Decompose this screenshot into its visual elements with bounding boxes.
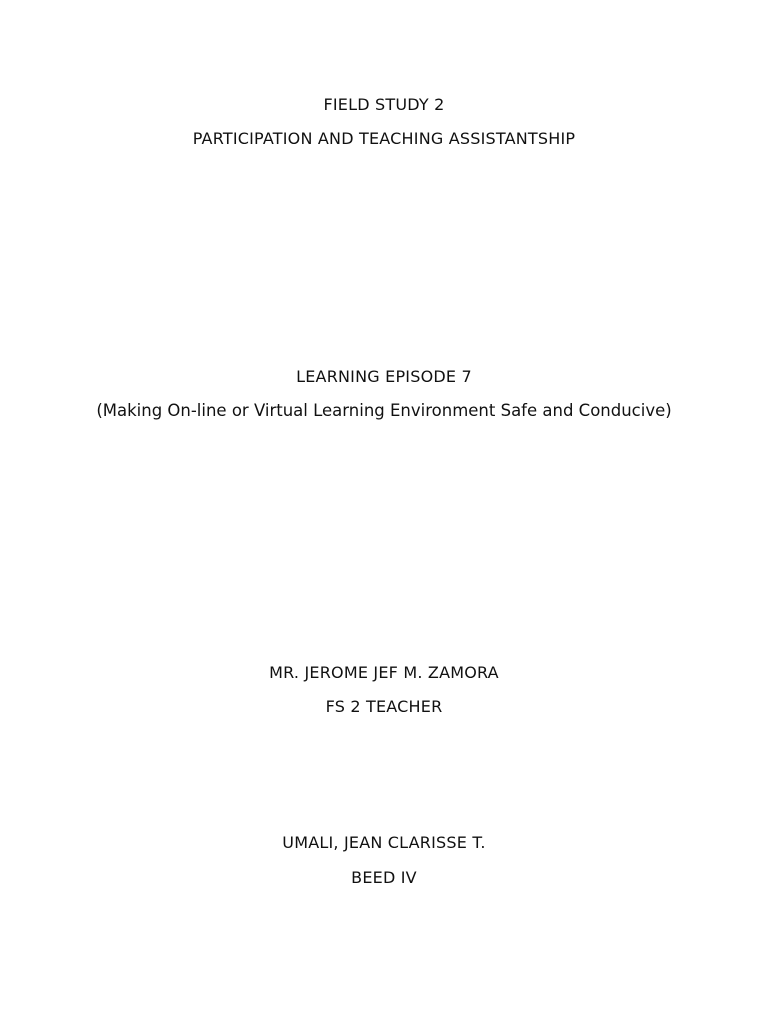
teacher-name: MR. JEROME JEF M. ZAMORA [269,663,499,682]
episode-label: LEARNING EPISODE 7 [296,367,472,386]
teacher-role: FS 2 TEACHER [325,697,443,716]
student-program: BEED IV [351,868,417,887]
course-subtitle: PARTICIPATION AND TEACHING ASSISTANTSHIP [192,129,576,148]
course-title: FIELD STUDY 2 [323,95,445,114]
student-name: UMALI, JEAN CLARISSE T. [282,833,486,852]
episode-topic: (Making On-line or Virtual Learning Environment Safe and Conducive) [96,401,672,420]
